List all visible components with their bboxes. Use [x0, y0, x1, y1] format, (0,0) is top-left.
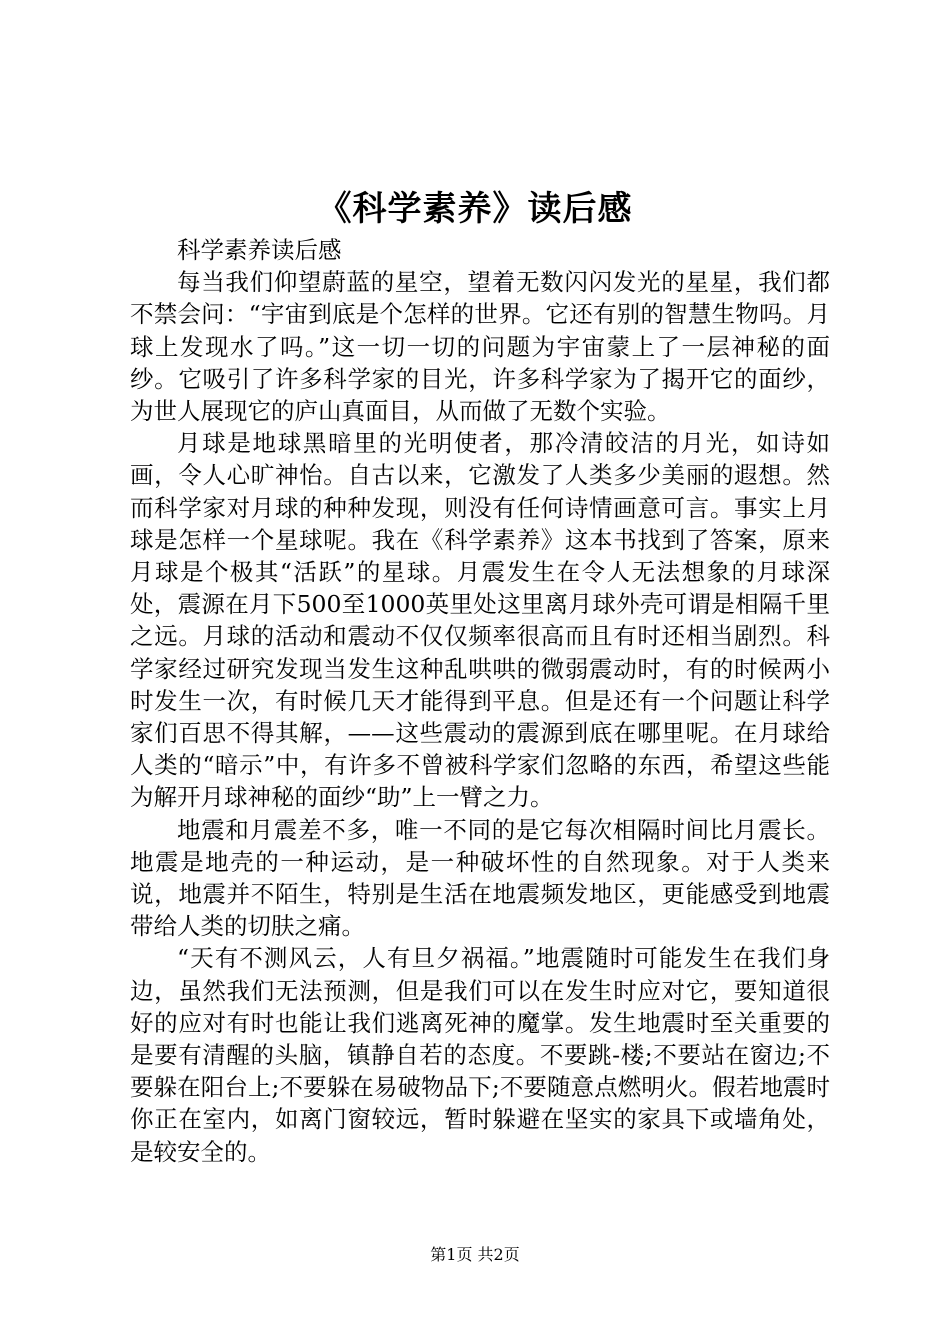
body-paragraph: 每当我们仰望蔚蓝的星空，望着无数闪闪发光的星星，我们都不禁会问：“宇宙到底是个怎样的世界。它还有别的智慧生物吗。月球上发现水了吗。”这一切一切的问题为宇宙蒙上了一层神秘的面纱。它吸引了许多科学家的目光，许多科学家为了揭开它的面纱，为世人展现它的庐山真面目，从而做了无数个实验。: [130, 268, 830, 426]
body-paragraph: 月球是地球黑暗里的光明使者，那冷清皎洁的月光，如诗如画，令人心旷神怡。自古以来，它激发了人类多少美丽的遐想。然而科学家对月球的种种发现，则没有任何诗情画意可言。事实上月球是怎样一个星球呢。我在《科学素养》这本书找到了答案，原来月球是个极其“活跃”的星球。月震发生在令人无法想象的月球深处，震源在月下500至1000英里处这里离月球外壳可谓是相隔千里之远。月球的活动和震动不仅仅频率很高而且有时还相当剧烈。科学家经过研究发现当发生这种乱哄哄的微弱震动时，有的时候两小时发生一次，有时候几天才能得到平息。但是还有一个问题让科学家们百思不得其解，——这些震动的震源到底在哪里呢。在月球给人类的“暗示”中，有许多不曾被科学家们忽略的东西，希望这些能为解开月球神秘的面纱“助”上一臂之力。: [130, 429, 830, 812]
subtitle-paragraph: 科学素养读后感: [177, 236, 342, 264]
document-title: 《科学素养》读后感: [317, 189, 633, 229]
document-body: [130, 234, 830, 1168]
body-paragraph: 地震和月震差不多，唯一不同的是它每次相隔时间比月震长。地震是地壳的一种运动，是一种破坏性的自然现象。对于人类来说，地震并不陌生，特别是生活在地震频发地区，更能感受到地震带给人类的切肤之痛。: [130, 815, 830, 941]
page-number-footer: 第1页 共2页: [430, 1245, 520, 1264]
body-paragraph: “天有不测风云，人有旦夕祸福。”地震随时可能发生在我们身边，虽然我们无法预测，但是我们可以在发生时应对它，要知道很好的应对有时也能让我们逃离死神的魔掌。发生地震时至关重要的是要有清醒的头脑，镇静自若的态度。不要跳-楼;不要站在窗边;不要躲在阳台上;不要躲在易破物品下;不要随意点燃明火。假若地震时你正在室内，如离门窗较远，暂时躲避在坚实的家具下或墙角处，是较安全的。: [130, 944, 830, 1166]
